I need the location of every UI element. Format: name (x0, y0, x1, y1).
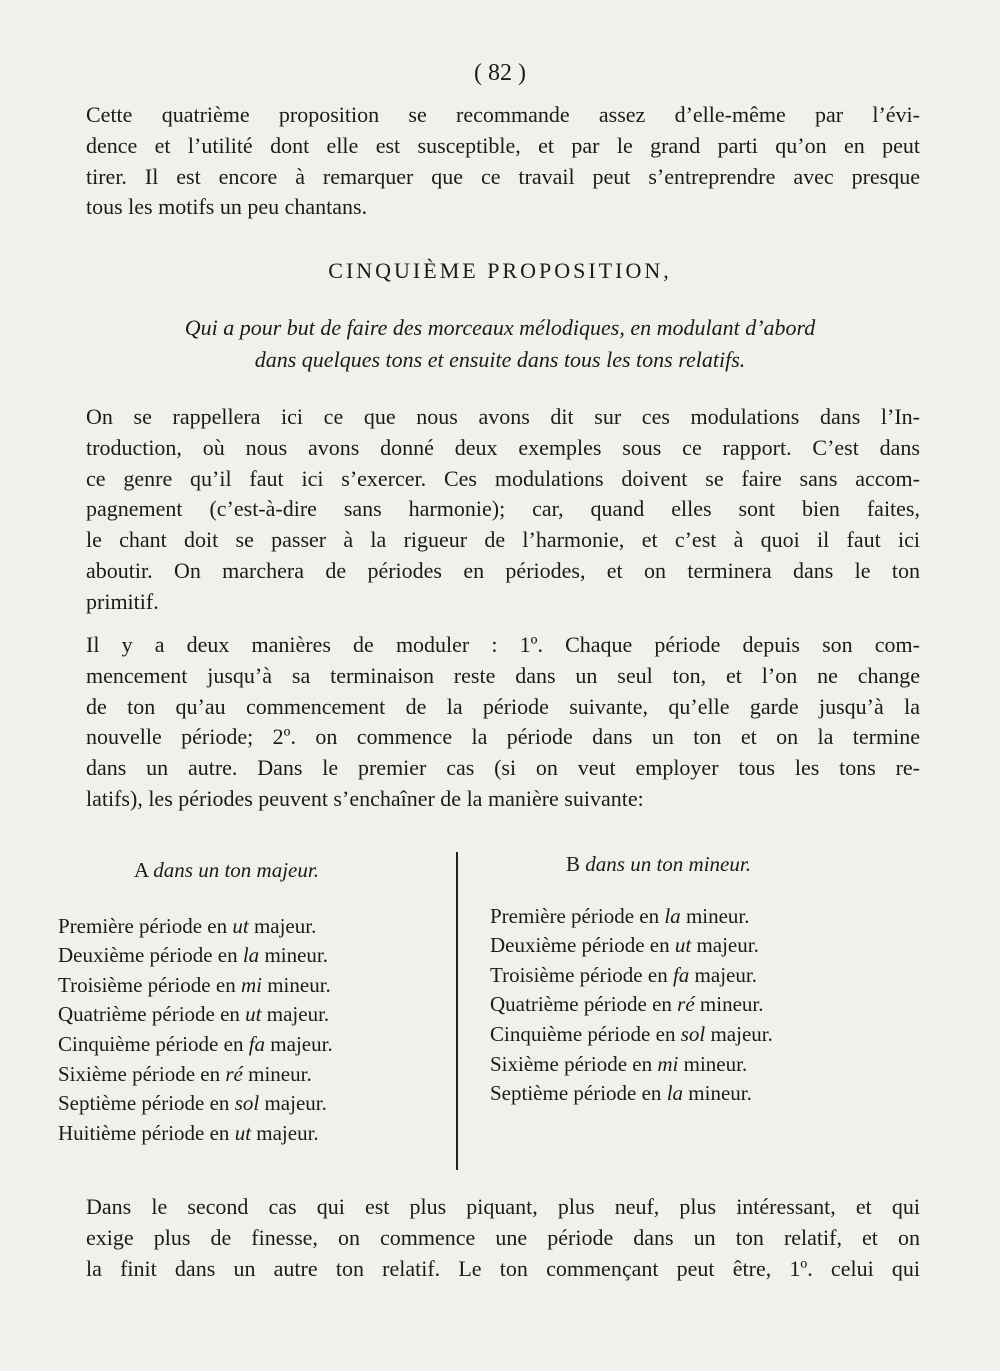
text-line: tirer. Il est encore à remarquer que ce travail peut s’entreprendre avec presque (86, 163, 920, 189)
period-prefix: Quatrième période en (58, 1002, 240, 1027)
period-mode: majeur. (264, 1091, 327, 1116)
section-heading: CINQUIÈME PROPOSITION, (328, 258, 672, 283)
column-a-list (58, 912, 448, 1149)
period-key: la (666, 1081, 684, 1106)
period-mode: majeur. (253, 913, 317, 938)
text-line: exige plus de finesse, on commence une période dans un ton relatif, et on (86, 1224, 920, 1250)
subtitle-line: dans quelques tons et ensuite dans tous les tons relatifs. (254, 347, 746, 372)
period-prefix: Troisième période en (58, 972, 236, 997)
period-mode: mineur. (248, 1061, 312, 1086)
paragraph-3 (86, 1192, 920, 1284)
period-mode: majeur. (256, 1120, 319, 1145)
period-key: ré (225, 1061, 243, 1086)
paragraph-2 (86, 630, 920, 815)
column-a-heading: dans un ton majeur. (153, 858, 319, 882)
period-item (58, 1119, 448, 1149)
period-mode: majeur. (694, 962, 757, 987)
period-prefix: Deuxième période en (490, 933, 670, 958)
period-mode: mineur. (264, 943, 329, 968)
text-line: ce genre qu’il faut ici s’exercer. Ces modulations doivent se faire sans accom- (86, 465, 920, 491)
period-mode: mineur. (699, 992, 764, 1017)
period-prefix: Deuxième période en (58, 943, 238, 968)
period-mode: majeur. (696, 933, 759, 958)
period-item (58, 912, 448, 942)
period-prefix: Première période en (490, 903, 660, 928)
period-mode: mineur. (267, 972, 331, 997)
period-item (490, 1020, 910, 1050)
period-mode: mineur. (683, 1051, 748, 1076)
column-b-heading: dans un ton mineur. (585, 852, 751, 876)
period-mode: majeur. (266, 1002, 330, 1027)
period-prefix: Sixième période en (58, 1061, 221, 1086)
period-key: sol (234, 1091, 260, 1116)
period-mode: mineur. (685, 903, 750, 928)
period-key: la (242, 943, 260, 968)
period-key: fa (248, 1031, 266, 1056)
column-divider (456, 852, 458, 1170)
text-line: primitif. (86, 588, 159, 614)
period-key: ut (674, 933, 692, 958)
text-line: On se rappellera ici ce que nous avons dit sur ces modulations dans l’In- (86, 404, 920, 429)
text-line: Il y a deux manières de moduler : 1º. Chaque période depuis son com- (86, 632, 920, 657)
text-line: latifs), les périodes peuvent s’enchaîner de la manière suivante: (86, 785, 644, 811)
period-mode: majeur. (270, 1031, 333, 1056)
period-prefix: Quatrième période en (490, 992, 672, 1017)
period-key: mi (240, 972, 262, 997)
section-subtitle (60, 312, 940, 376)
period-prefix: Cinquième période en (490, 1021, 676, 1046)
period-mode: mineur. (688, 1081, 752, 1106)
period-key: ut (232, 913, 249, 938)
period-item (490, 1079, 910, 1109)
period-item (490, 931, 910, 961)
period-key: mi (657, 1051, 679, 1076)
text-line: Dans le second cas qui est plus piquant, plus neuf, plus intéressant, et qui (86, 1194, 920, 1219)
period-key: la (664, 903, 681, 928)
period-item (58, 1000, 448, 1030)
period-item (490, 961, 910, 991)
text-line: pagnement (c’est-à-dire sans harmonie); car, quand elles sont bien faites, (86, 496, 920, 522)
text-line: Cette quatrième proposition se recommande assez d’elle-même par l’évi- (86, 102, 920, 127)
period-item (58, 1089, 448, 1119)
text-line: de ton qu’au commencement de la période suivante, qu’elle garde jusqu’à la (86, 693, 920, 719)
intro-paragraph (86, 100, 920, 223)
column-b-letter: B (566, 852, 581, 876)
period-prefix: Septième période en (58, 1091, 230, 1116)
text-line: dans un autre. Dans le premier cas (si on veut employer tous les tons re- (86, 755, 920, 781)
period-item (490, 990, 910, 1020)
period-item (58, 971, 448, 1001)
text-line: nouvelle période; 2º. on commence la période dans un ton et on la termine (86, 724, 920, 750)
period-item (490, 1050, 910, 1080)
text-line: tous les motifs un peu chantans. (86, 194, 368, 220)
period-prefix: Huitième période en (58, 1120, 230, 1145)
period-prefix: Première période en (58, 913, 228, 938)
period-key: ré (677, 992, 695, 1017)
column-a (58, 856, 448, 1148)
column-b-title (490, 850, 910, 880)
period-prefix: Sixième période en (490, 1051, 653, 1076)
column-a-title (58, 856, 448, 886)
text-line: la finit dans un autre ton relatif. Le ton commençant peut être, 1º. celui qui (86, 1255, 920, 1281)
text-line: mencement jusqu’à sa terminaison reste dans un seul ton, et l’on ne change (86, 662, 920, 688)
subtitle-line: Qui a pour but de faire des morceaux mélodiques, en modulant d’abord (184, 315, 816, 340)
column-a-letter: A (134, 858, 149, 882)
period-key: sol (680, 1021, 706, 1046)
paragraph-1 (86, 402, 920, 618)
column-b-list (490, 902, 910, 1109)
column-b (490, 850, 910, 1109)
period-key: ut (234, 1120, 252, 1145)
text-line: troduction, où nous avons donné deux exemples sous ce rapport. C’est dans (86, 434, 920, 460)
period-item (58, 1060, 448, 1090)
period-item (490, 902, 910, 932)
period-prefix: Troisième période en (490, 962, 668, 987)
period-item (58, 1030, 448, 1060)
text-line: aboutir. On marchera de périodes en périodes, et on terminera dans le ton (86, 557, 920, 583)
period-item (58, 941, 448, 971)
period-mode: majeur. (710, 1021, 773, 1046)
period-key: fa (672, 962, 690, 987)
text-line: le chant doit se passer à la rigueur de l’harmonie, et c’est à quoi il faut ici (86, 527, 920, 553)
period-prefix: Cinquième période en (58, 1031, 244, 1056)
period-prefix: Septième période en (490, 1081, 662, 1106)
period-key: ut (245, 1002, 262, 1027)
page-number: ( 82 ) (474, 60, 526, 86)
text-line: dence et l’utilité dont elle est susceptible, et par le grand parti qu’on en peut (86, 132, 920, 158)
